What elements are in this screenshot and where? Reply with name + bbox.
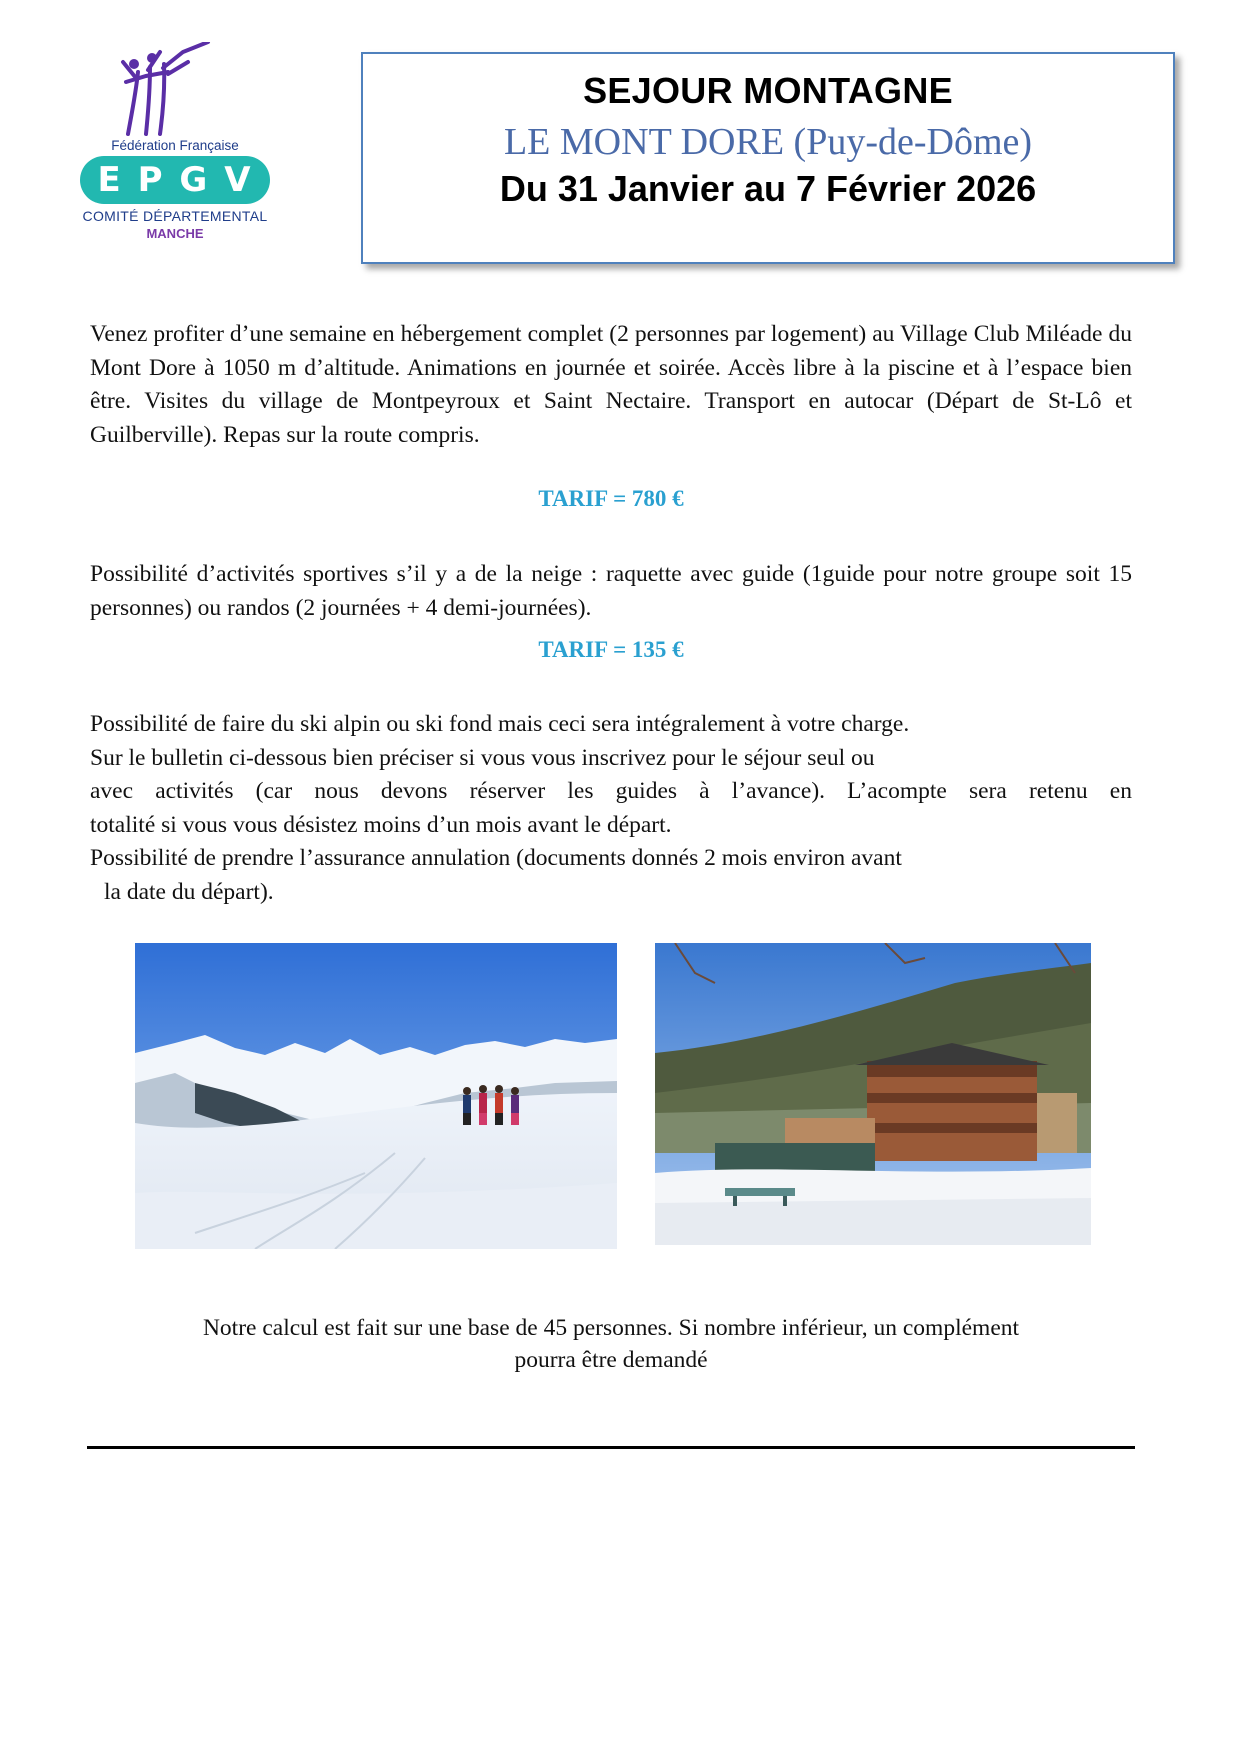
ski-line: Possibilité de faire du ski alpin ou ski fond mais ceci sera intégralement à votre charge. [90,711,910,737]
logo-letter-e: E [97,160,123,200]
dates-title: Du 31 Janvier au 7 Février 2026 [499,168,1037,209]
ski-line: la date du départ). [104,878,274,905]
intro-paragraph: Venez profiter d’une semaine en hébergement complet (2 personnes par logement) au Village Club Miléade du Mont Dore à 1050 m d’altitude. Animations en journée et soirée. Accès libre à la piscine et à l’espace bien être. Visites du village de Montpeyroux et Saint Nectaire. Transport en autocar (Départ de St-Lô et Guilberville). Repas sur la route compris. [90,321,1132,448]
tarif-activites: TARIF = 135 € [538,637,684,662]
footer-note [90,1312,1132,1376]
village-club-photo [655,943,1091,1245]
footer-note-line: Notre calcul est fait sur une base de 45 personnes. Si nombre inférieur, un complément [202,1315,1020,1341]
logo-comite-text: COMITÉ DÉPARTEMENTAL [82,208,268,224]
gymnast-figures-icon [108,42,228,137]
location-title: LE MONT DORE (Puy-de-Dôme) [503,121,1033,163]
ski-line: avec activités (car nous devons réserver les guides à l’avance). L’acompte sera retenu en [90,778,1132,804]
logo-letter-v: V [224,160,253,200]
logo-epgv-letters [80,156,270,204]
activites-paragraph: Possibilité d’activités sportives s’il y a de la neige : raquette avec guide (1guide pour notre groupe soit 15 personnes) ou randos (2 journées + 4 demi-journées). [90,561,1132,621]
title-box [361,52,1175,264]
epgv-logo [60,42,268,242]
logo-letter-p: P [137,160,165,200]
ski-line: Possibilité de prendre l’assurance annulation (documents donnés 2 mois environ avant [90,845,902,871]
logo-letter-g: G [179,160,210,200]
logo-federation-text: Fédération Française [111,138,239,153]
ski-line: Sur le bulletin ci-dessous bien préciser si vous vous inscrivez pour le séjour seul ou [90,744,875,771]
tarif-sejour: TARIF = 780 € [538,486,684,511]
snowshoe-mountain-photo [135,943,617,1249]
footer-note-line: pourra être demandé [514,1347,708,1373]
horizontal-rule [87,1446,1135,1449]
ski-line: totalité si vous vous désistez moins d’un mois avant le départ. [90,811,672,838]
logo-departement-text: MANCHE [146,226,204,241]
ski-paragraph [90,708,1132,909]
page-title: SEJOUR MONTAGNE [583,70,953,111]
